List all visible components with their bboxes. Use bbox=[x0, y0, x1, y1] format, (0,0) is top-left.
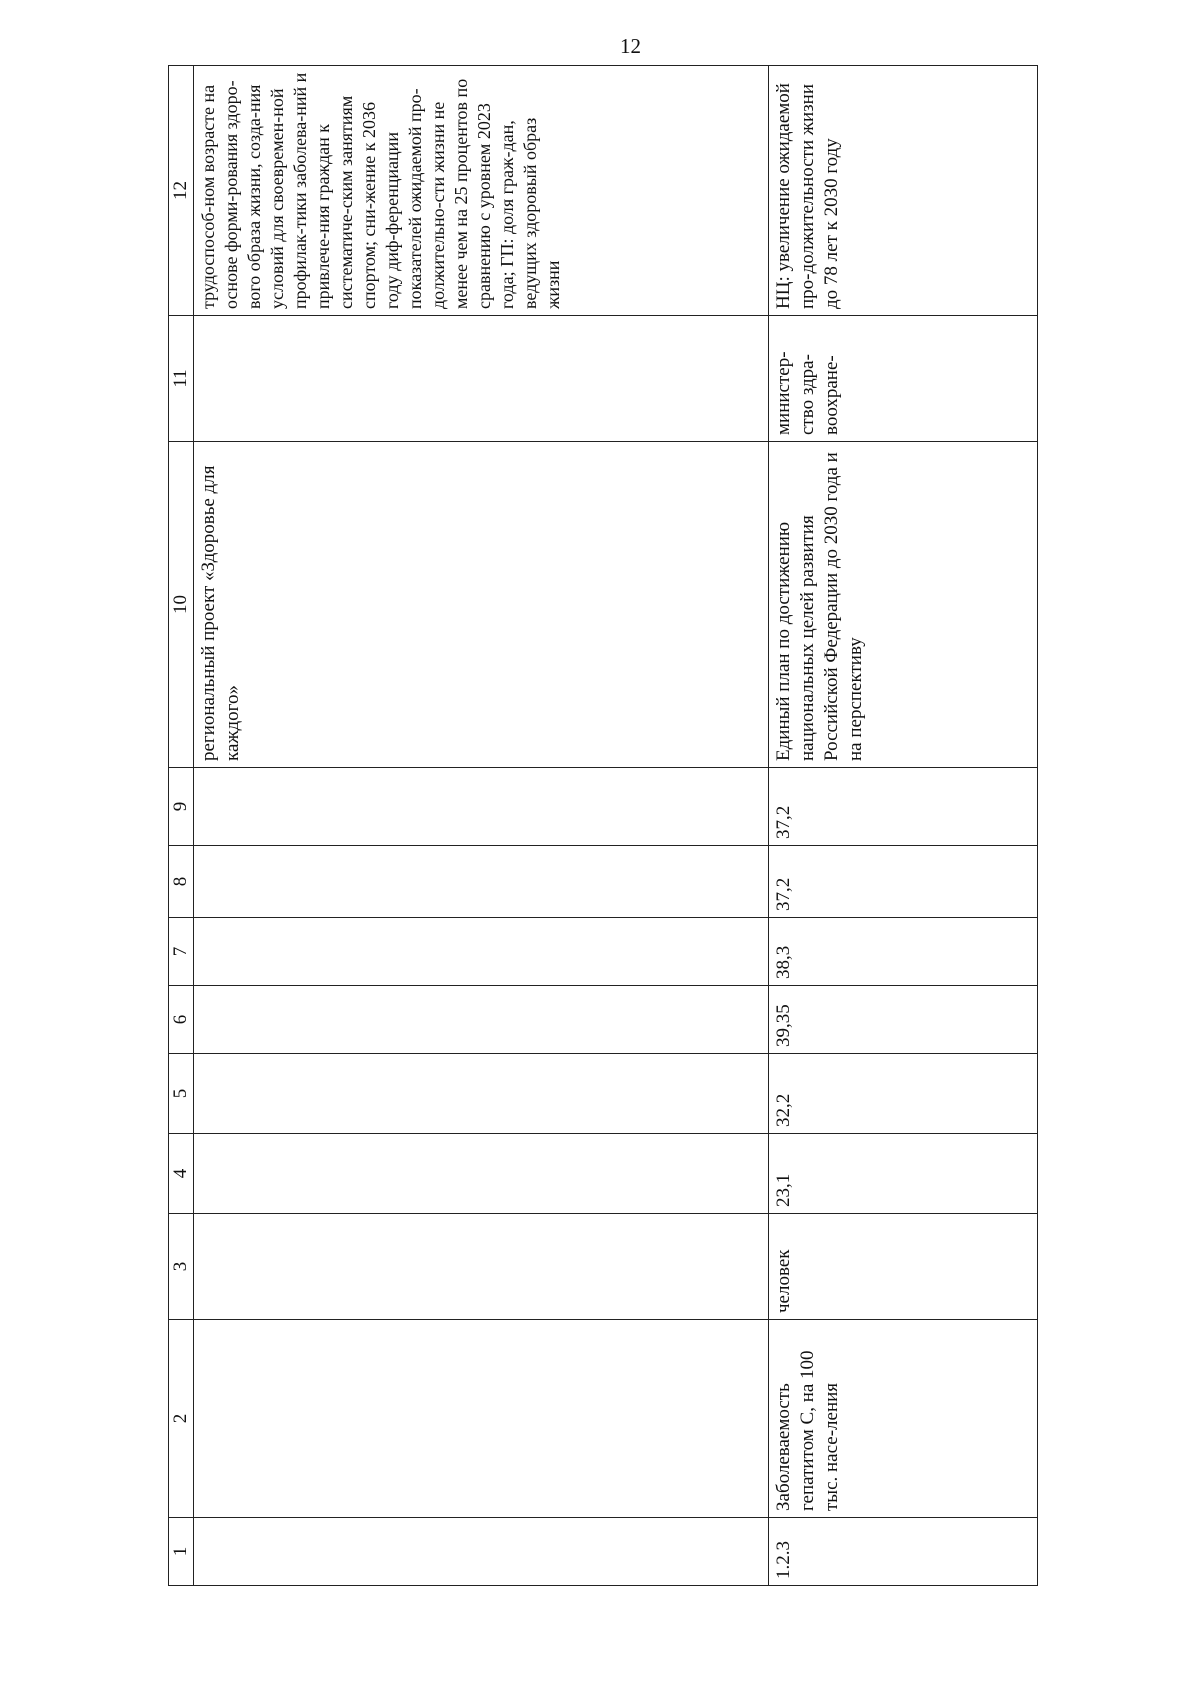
cell-value-4: 23,1 bbox=[769, 1134, 1038, 1214]
cell-indicator bbox=[194, 1320, 769, 1518]
cell-value-5: 32,2 bbox=[769, 1054, 1038, 1134]
indicators-table bbox=[168, 65, 1038, 1586]
cell-indicator: Заболеваемость гепатитом С, на 100 тыс. насе-ления bbox=[769, 1320, 1038, 1518]
header-row bbox=[169, 66, 194, 1586]
cell-value-6 bbox=[194, 986, 769, 1054]
cell-value-5 bbox=[194, 1054, 769, 1134]
cell-goal: НЦ: увеличение ожидаемой про-должительности жизни до 78 лет к 2030 году bbox=[769, 66, 1038, 316]
cell-value-4 bbox=[194, 1134, 769, 1214]
cell-value-7: 38,3 bbox=[769, 918, 1038, 986]
col-header-11: 11 bbox=[169, 316, 194, 442]
cell-responsible bbox=[194, 316, 769, 442]
page-number: 12 bbox=[620, 34, 641, 58]
cell-number: 1.2.3 bbox=[769, 1518, 1038, 1586]
rotated-table-wrapper bbox=[168, 66, 1038, 1586]
cell-number bbox=[194, 1518, 769, 1586]
cell-document: Единый план по достижению национальных целей развития Российской Федерации до 2030 года и на перспективу bbox=[769, 442, 1038, 768]
cell-value-8: 37,2 bbox=[769, 846, 1038, 918]
col-header-4: 4 bbox=[169, 1134, 194, 1214]
col-header-1: 1 bbox=[169, 1518, 194, 1586]
table-row bbox=[769, 66, 1038, 1586]
cell-responsible: министер-ство здра-воохране- bbox=[769, 316, 1038, 442]
col-header-3: 3 bbox=[169, 1214, 194, 1320]
col-header-7: 7 bbox=[169, 918, 194, 986]
cell-value-9 bbox=[194, 768, 769, 846]
col-header-5: 5 bbox=[169, 1054, 194, 1134]
table-row bbox=[194, 66, 769, 1586]
cell-value-7 bbox=[194, 918, 769, 986]
col-header-8: 8 bbox=[169, 846, 194, 918]
cell-goal: трудоспособ-ном возрасте на основе форми-рования здоро-вого образа жизни, созда-ния условий для своевремен-ной профилак-тики заболева-ний и привлече-ния граждан к систематиче-ским занятиям спортом; сни-жение к 2036 году диф-ференциации показателей ожидаемой про-должительно-сти жизни не менее чем на 25 процентов по сравнению с уровнем 2023 года; ГП: доля граж-дан, ведущих здоровый образ жизни bbox=[194, 66, 769, 316]
cell-document: региональный проект «Здоровье для каждого» bbox=[194, 442, 769, 768]
cell-value-9: 37,2 bbox=[769, 768, 1038, 846]
col-header-2: 2 bbox=[169, 1320, 194, 1518]
cell-value-8 bbox=[194, 846, 769, 918]
col-header-12: 12 bbox=[169, 66, 194, 316]
cell-unit: человек bbox=[769, 1214, 1038, 1320]
col-header-6: 6 bbox=[169, 986, 194, 1054]
col-header-10: 10 bbox=[169, 442, 194, 768]
cell-unit bbox=[194, 1214, 769, 1320]
col-header-9: 9 bbox=[169, 768, 194, 846]
cell-value-6: 39,35 bbox=[769, 986, 1038, 1054]
